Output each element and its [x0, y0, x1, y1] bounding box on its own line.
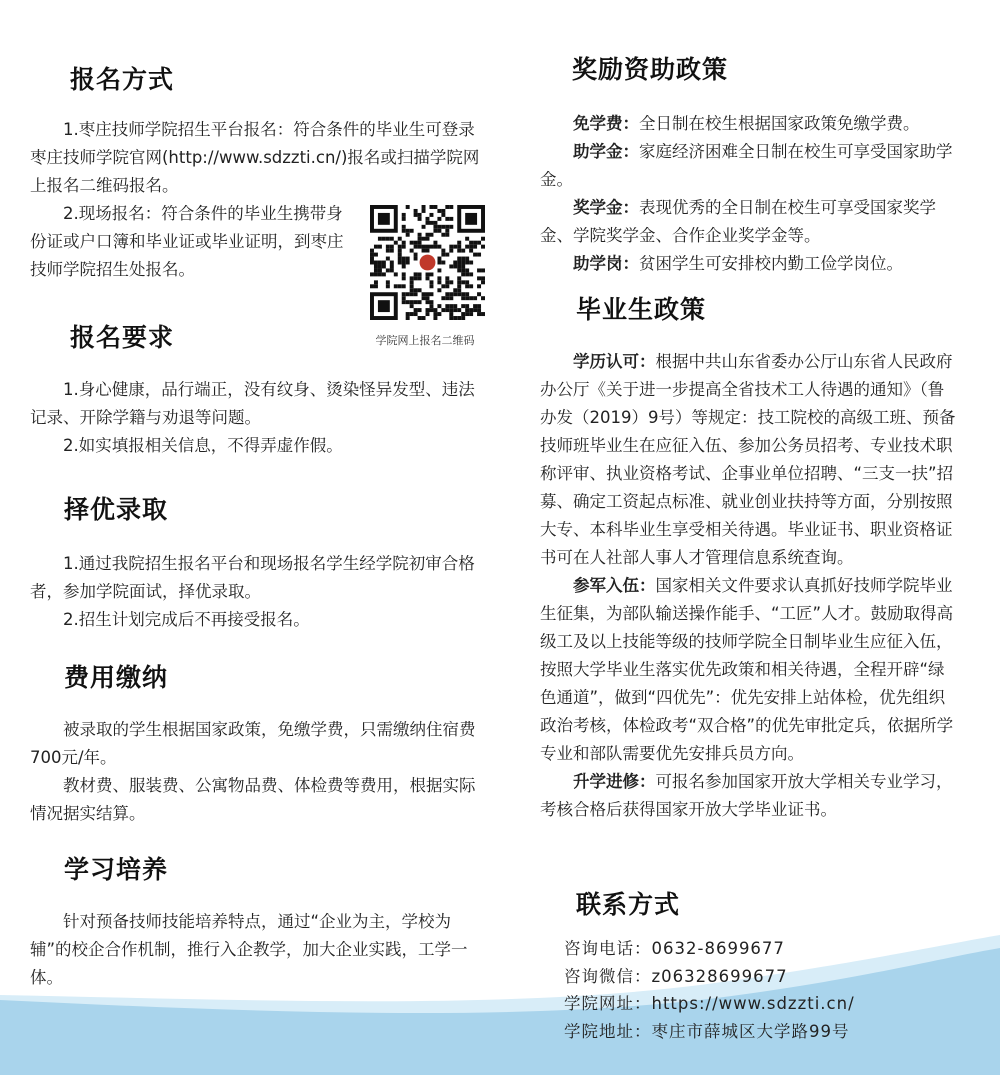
section-title: 费用缴纳	[64, 663, 169, 692]
paragraph: 教材费、服装费、公寓物品费、体检费等费用，根据实际情况据实结算。	[30, 776, 476, 823]
item-text: 家庭经济困难全日制在校生可享受国家助学金。	[540, 142, 953, 189]
paragraph: 1.通过我院招生报名平台和现场报名学生经学院初审合格者，参加学院面试，择优录取。	[30, 554, 475, 601]
list-item	[540, 348, 960, 572]
section-graduate-policy	[540, 290, 960, 824]
section-fees	[30, 658, 480, 828]
section-title: 奖励资助政策	[572, 55, 729, 84]
item-text: 贫困学生可安排校内勤工俭学岗位。	[639, 254, 903, 273]
item-label: 助学金：	[573, 142, 639, 161]
contact-address: 学院地址：枣庄市薛城区大学路99号	[564, 1021, 850, 1041]
paragraph: 针对预备技师技能培养特点，通过“企业为主，学校为辅”的校企合作机制，推行入企教学，加大企业实践，工学一体。	[30, 912, 468, 987]
item-text: 表现优秀的全日制在校生可享受国家奖学金、学院奖学金、合作企业奖学金等。	[540, 198, 936, 245]
contact-wechat: 咨询微信：z06328699677	[564, 966, 788, 986]
paragraph: 被录取的学生根据国家政策，免缴学费，只需缴纳住宿费700元/年。	[30, 720, 476, 767]
section-title: 联系方式	[576, 890, 681, 919]
paragraph: 2.招生计划完成后不再接受报名。	[63, 610, 310, 629]
item-label: 参军入伍：	[573, 576, 656, 595]
contact-website[interactable]: 学院网址：https://www.sdzzti.cn/	[564, 994, 855, 1013]
section-training	[30, 850, 480, 992]
list-item	[540, 250, 960, 278]
item-text: 全日制在校生根据国家政策免缴学费。	[639, 114, 920, 133]
list-item	[540, 768, 960, 824]
paragraph: 2.如实填报相关信息，不得弄虚作假。	[63, 436, 343, 455]
qr-center-logo-icon	[420, 255, 436, 271]
item-text: 可报名参加国家开放大学相关专业学习，考核合格后获得国家开放大学毕业证书。	[540, 772, 953, 819]
section-financial-aid	[540, 50, 960, 278]
list-item	[540, 194, 960, 250]
item-text: 根据中共山东省委办公厅山东省人民政府办公厅《关于进一步提高全省技术工人待遇的通知》（鲁办发（2019）9号）等规定：技工院校的高级工班、预备技师班毕业生在应征入伍、参加公务员招考、专业技术职称评审、执业资格考试、企事业单位招聘、“三支一扶”招募、确定工资起点标准、就业创业扶持等方面，分别按照大专、本科毕业生享受相关待遇。毕业证书、职业资格证书可在人社部人事人才管理信息系统查询。	[540, 352, 956, 567]
paragraph: 1.身心健康，品行端正，没有纹身、烫染怪异发型、违法记录、开除学籍与劝退等问题。	[30, 380, 475, 427]
section-title: 报名方式	[70, 65, 175, 94]
section-contact	[540, 885, 960, 1045]
section-title: 择优录取	[64, 495, 169, 524]
item-label: 免学费：	[573, 114, 639, 133]
qr-code[interactable]	[370, 205, 485, 320]
section-requirements	[30, 318, 480, 460]
section-title: 毕业生政策	[576, 295, 707, 324]
item-text: 国家相关文件要求认真抓好技师学院毕业生征集，为部队输送操作能手、“工匠”人才。鼓励取得高级工及以上技能等级的技师学院全日制毕业生应征入伍，按照大学毕业生落实优先政策和相关待遇，全程开辟“绿色通道”，做到“四优先”：优先安排上站体检，优先组织政治考核，体检政考“双合格”的优先审批定兵，依据所学专业和部队需要优先安排兵员方向。	[540, 576, 954, 763]
item-label: 助学岗：	[573, 254, 639, 273]
qr-caption: 学院网上报名二维码	[375, 334, 475, 347]
list-item	[540, 138, 960, 194]
contact-phone: 咨询电话：0632-8699677	[564, 939, 785, 958]
section-title: 学习培养	[64, 855, 169, 884]
contact-list	[564, 935, 960, 1045]
paragraph: 2.现场报名：符合条件的毕业生携带身份证或户口簿和毕业证或毕业证明，到枣庄技师学院招生处报名。	[30, 204, 344, 279]
section-title: 报名要求	[70, 323, 175, 352]
item-label: 奖学金：	[573, 198, 639, 217]
list-item	[540, 572, 960, 768]
item-label: 升学进修：	[573, 772, 656, 791]
list-item	[540, 110, 960, 138]
section-selection	[30, 490, 480, 634]
item-label: 学历认可：	[573, 352, 656, 371]
paragraph: 1.枣庄技师学院招生平台报名：符合条件的毕业生可登录枣庄技师学院官网(http://www.sdzzti.cn/)报名或扫描学院网上报名二维码报名。	[30, 120, 480, 195]
